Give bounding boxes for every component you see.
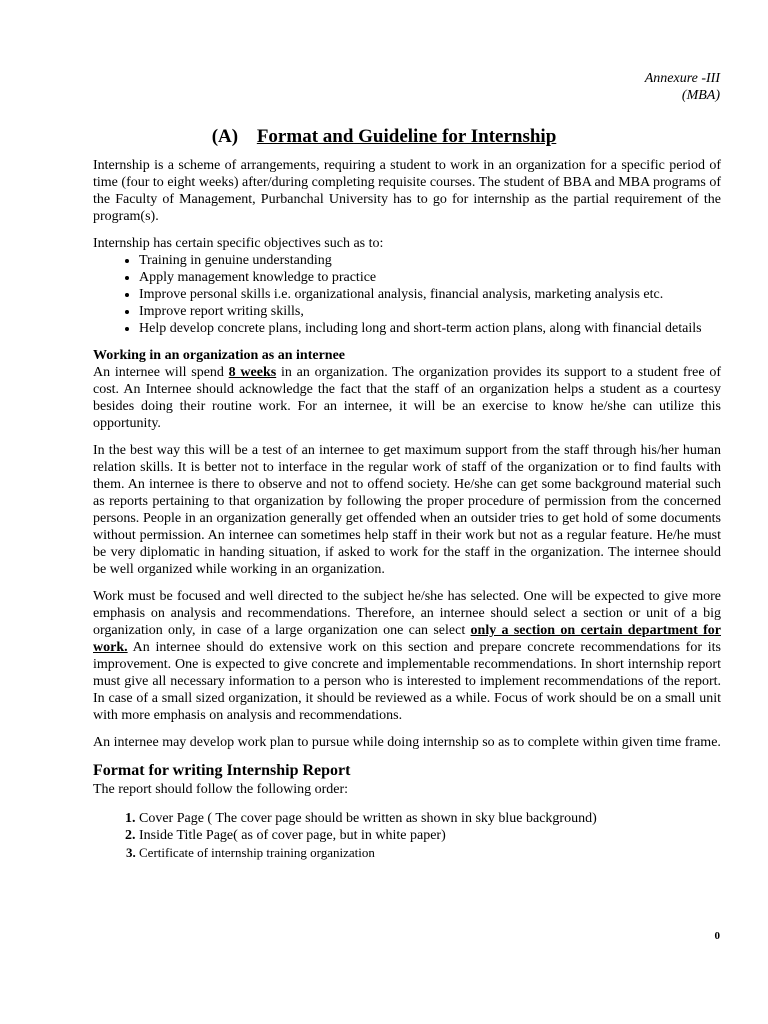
format-heading: Format for writing Internship Report xyxy=(93,762,351,779)
document-body xyxy=(93,157,721,861)
report-order-list xyxy=(93,810,721,861)
page-title xyxy=(0,126,768,148)
list-item: • Improve personal skills i.e. organizational analysis, financial analysis, marketing analysis etc. xyxy=(139,286,721,303)
working-paragraph-4: An internee may develop work plan to pursue while doing internship so as to complete within given time frame. xyxy=(93,735,721,750)
text-run: An internee will spend xyxy=(93,365,229,380)
list-item: 1. Cover Page ( The cover page should be written as shown in sky blue background) xyxy=(139,810,721,827)
text-run: Work must be focused and well directed to the subject he/she has selected. One will be expected to give more emphasis on analysis and recommendations. Therefore, an internee should select a section or unit of a big organization only, in case of a large organization one can select xyxy=(93,589,721,638)
format-intro: The report should follow the following order: xyxy=(93,782,349,797)
working-paragraph-3 xyxy=(93,588,721,724)
annexure-number: Annexure -III xyxy=(644,71,720,86)
objectives-intro: Internship has certain specific objectives such as to: xyxy=(93,236,384,251)
text-run: in an organization. The organization provides its support to a student free of cost. An Internee should acknowledge the fact that the staff of an organization helps a student as a courtesy besides doing their routine work. For an internee, it will be an exercise to know he/she can utilize this opportunity. xyxy=(93,365,721,431)
annexure-label xyxy=(645,70,720,104)
list-item: • Improve report writing skills, xyxy=(139,303,721,320)
working-paragraph-2: In the best way this will be a test of an internee to get maximum support from the staff through his/her human relation skills. It is better not to interface in the regular work of staff of the organization or to find faults with them. An internee is there to observe and not to offend society. He/she can get some background material such as reports pertaining to that organization by following the proper procedure of permission from the concerned persons. People in an organization generally get offended when an outsider tries to get hold of some documents without permission. An internee can sometimes help staff in their work but not as a regular feature. He/he must be very diplomatic in handing situation, if asked to work for the staff in the organization. The internee should be well organized while working in an organization. xyxy=(93,443,721,577)
list-item: • Training in genuine understanding xyxy=(139,252,721,269)
section-emphasis: only a section on certain department for work. xyxy=(93,623,721,655)
section-number: (A) xyxy=(211,126,239,147)
duration-emphasis: 8 weeks xyxy=(228,365,277,380)
section-title: Format and Guideline for Internship xyxy=(256,126,557,147)
working-heading: Working in an organization as an internee xyxy=(93,348,346,363)
page-number: 0 xyxy=(714,930,720,942)
text-run: An internee should do extensive work on this section and prepare concrete recommendations for its improvement. One is expected to give concrete and implementable recommendations. In short internship report must give all necessary information to a person who is interested to implement recommendations of the report. In case of a small sized organization, it should be reviewed as a while. Focus of work should be on a small unit with more emphasis on analysis and recommendations. xyxy=(93,640,721,723)
working-paragraph-1 xyxy=(93,364,721,432)
list-item: • Apply management knowledge to practice xyxy=(139,269,721,286)
list-item: 3. Certificate of internship training organization xyxy=(139,844,721,861)
intro-paragraph: Internship is a scheme of arrangements, requiring a student to work in an organization for a specific period of time (four to eight weeks) after/during completing requisite courses. The student of BBA and MBA programs of the Faculty of Management, Purbanchal University has to go for internship as the partial requirement of the program(s). xyxy=(93,158,721,224)
objectives-list xyxy=(93,252,721,337)
list-item: • Help develop concrete plans, including long and short-term action plans, along with financial details xyxy=(139,320,721,337)
annexure-program: (MBA) xyxy=(681,88,720,103)
list-item: 2. Inside Title Page( as of cover page, but in white paper) xyxy=(139,827,721,844)
